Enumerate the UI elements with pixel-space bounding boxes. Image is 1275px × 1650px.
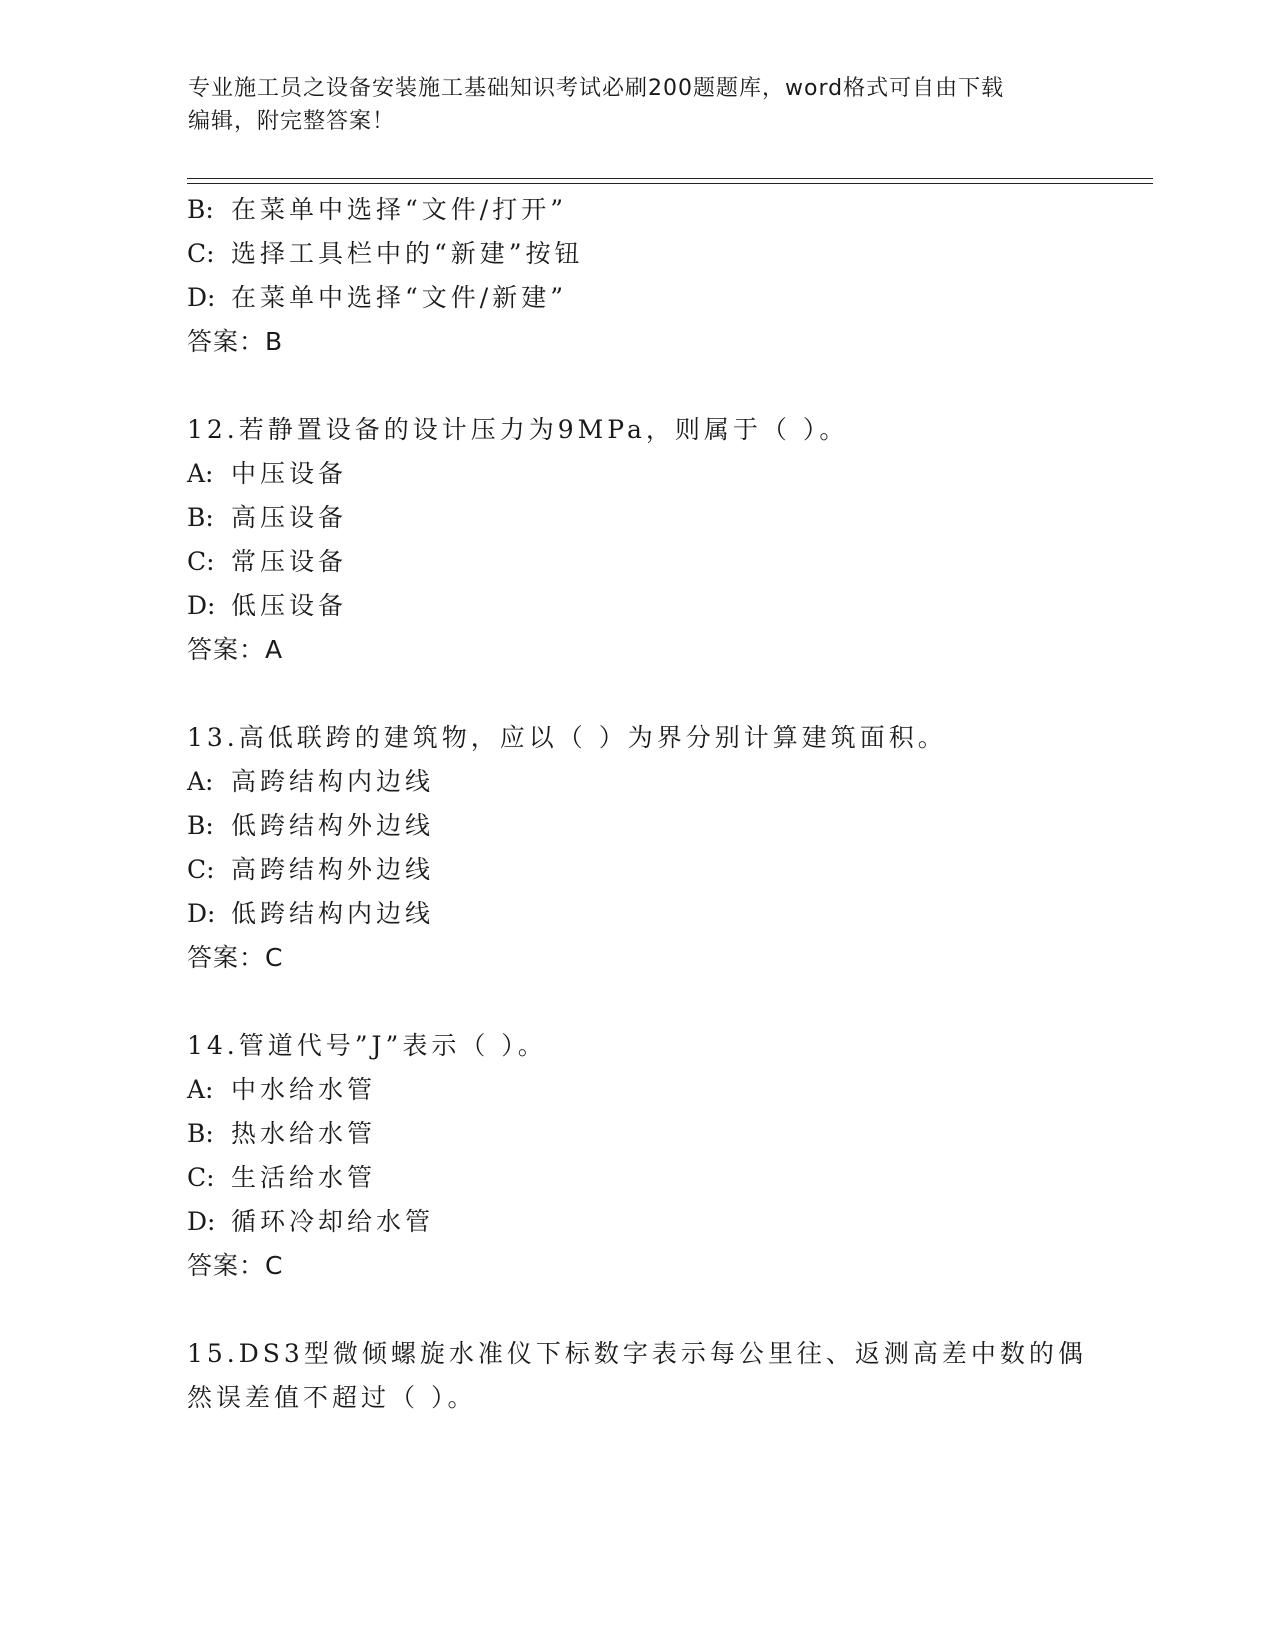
q12-option-d bbox=[187, 586, 347, 622]
option-key: B: bbox=[187, 503, 214, 532]
q11-answer: 答案：B bbox=[187, 327, 284, 356]
option-key: D: bbox=[187, 591, 216, 620]
q14-option-d bbox=[187, 1202, 434, 1238]
option-key: D: bbox=[187, 1207, 216, 1236]
header-divider-top bbox=[187, 178, 1153, 179]
document-header bbox=[188, 72, 1088, 138]
q14-option-a bbox=[187, 1070, 376, 1106]
option-text: 在菜单中选择“文件/新建” bbox=[231, 283, 567, 312]
option-text: 低跨结构内边线 bbox=[231, 899, 435, 928]
option-key: B: bbox=[187, 195, 214, 224]
q13-stem: 13.高低联跨的建筑物，应以（ ）为界分别计算建筑面积。 bbox=[187, 723, 947, 752]
q15-stem-line-2: 然误差值不超过（ ）。 bbox=[187, 1383, 477, 1412]
option-key: A: bbox=[187, 767, 214, 796]
option-key: B: bbox=[187, 1119, 214, 1148]
option-text: 生活给水管 bbox=[231, 1163, 377, 1192]
option-key: C: bbox=[187, 547, 215, 576]
q14-option-b bbox=[187, 1114, 376, 1150]
option-key: D: bbox=[187, 899, 216, 928]
q14-stem: 14.管道代号”J”表示（ ）。 bbox=[187, 1031, 547, 1060]
header-divider-bottom bbox=[187, 183, 1153, 184]
option-key: A: bbox=[187, 1075, 214, 1104]
q13-option-b bbox=[187, 806, 434, 842]
header-title-line-1: 专业施工员之设备安装施工基础知识考试必刷200题题库，word格式可自由下载 bbox=[188, 76, 1005, 101]
option-text: 低跨结构外边线 bbox=[231, 811, 435, 840]
option-text: 在菜单中选择“文件/打开” bbox=[231, 195, 567, 224]
option-text: 低压设备 bbox=[231, 591, 348, 620]
q13-option-c bbox=[187, 850, 434, 886]
option-text: 中水给水管 bbox=[231, 1075, 377, 1104]
q11-option-d bbox=[187, 278, 567, 314]
option-text: 常压设备 bbox=[231, 547, 348, 576]
option-key: C: bbox=[187, 239, 215, 268]
q14-option-c bbox=[187, 1158, 376, 1194]
option-key: C: bbox=[187, 855, 215, 884]
q14-answer: 答案：C bbox=[187, 1251, 284, 1280]
header-title-line-2: 编辑，附完整答案！ bbox=[188, 109, 396, 134]
option-key: D: bbox=[187, 283, 216, 312]
option-text: 高压设备 bbox=[231, 503, 348, 532]
q15-stem-line-1: 15.DS3型微倾螺旋水准仪下标数字表示每公里往、返测高差中数的偶 bbox=[187, 1339, 1087, 1368]
q13-answer: 答案：C bbox=[187, 943, 284, 972]
option-text: 高跨结构内边线 bbox=[231, 767, 435, 796]
q13-option-d bbox=[187, 894, 434, 930]
option-key: A: bbox=[187, 459, 214, 488]
option-key: B: bbox=[187, 811, 214, 840]
option-key: C: bbox=[187, 1163, 215, 1192]
q13-option-a bbox=[187, 762, 434, 798]
option-text: 选择工具栏中的“新建”按钮 bbox=[231, 239, 584, 268]
option-text: 热水给水管 bbox=[231, 1119, 377, 1148]
q11-option-c bbox=[187, 234, 584, 270]
option-text: 中压设备 bbox=[231, 459, 348, 488]
option-text: 循环冷却给水管 bbox=[231, 1207, 435, 1236]
q11-option-b bbox=[187, 190, 567, 226]
q12-answer: 答案：A bbox=[187, 635, 284, 664]
q12-option-c bbox=[187, 542, 347, 578]
q12-option-b bbox=[187, 498, 347, 534]
q12-stem: 12.若静置设备的设计压力为9MPa，则属于（ ）。 bbox=[187, 415, 849, 444]
option-text: 高跨结构外边线 bbox=[231, 855, 435, 884]
q12-option-a bbox=[187, 454, 347, 490]
